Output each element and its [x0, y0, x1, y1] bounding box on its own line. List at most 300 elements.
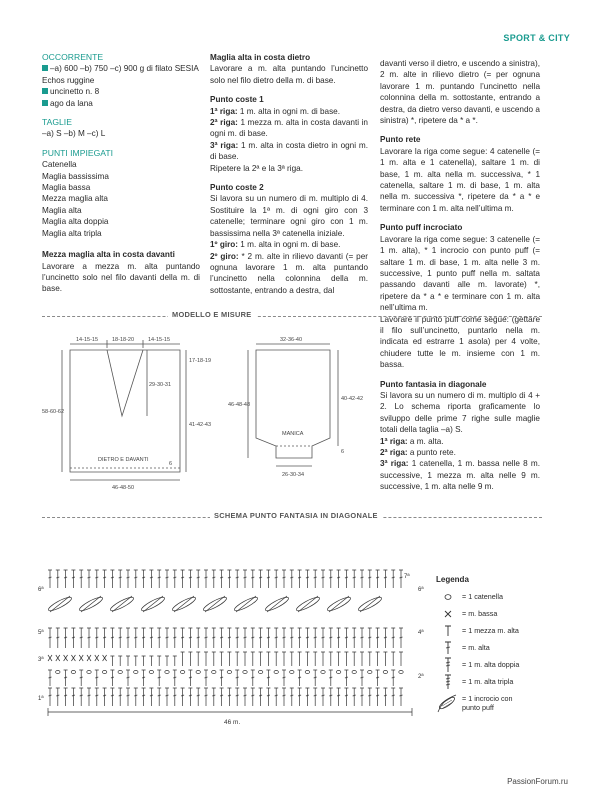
stitch-mark	[227, 628, 231, 648]
stitch-mark	[251, 570, 255, 588]
stitch-mark	[56, 688, 60, 706]
stitch-mark	[180, 670, 184, 673]
stitch-mark	[157, 656, 161, 666]
stitch-mark	[266, 670, 270, 686]
stitch-mark	[368, 628, 372, 648]
stitch-mark	[204, 570, 208, 588]
stitch-mark	[50, 596, 70, 612]
stitch-mark	[227, 652, 231, 666]
stitch-mark	[329, 596, 349, 612]
stitch-mark	[220, 688, 224, 706]
stitch-mark	[126, 656, 130, 666]
row-label-6-left: 6ª	[38, 587, 44, 593]
dim-shoulder: 17-18-19	[189, 358, 212, 364]
dim-top-mid: 18-18-20	[112, 337, 135, 343]
stitch-mark	[165, 656, 169, 666]
stitch-mark	[321, 670, 325, 673]
legend-item: = m. alta	[436, 639, 556, 656]
dim-bottom-mark: 6	[169, 461, 173, 467]
modello-divider	[42, 316, 542, 317]
dim-top-right: 14-15-15	[148, 337, 171, 343]
dim-sleeve-right: 40-42-42	[341, 396, 364, 402]
mezza-text: Lavorare a mezza m. alta puntando l’uncinetto solo nel filo davanti della m. di base.	[42, 261, 200, 294]
stitch-mark	[157, 570, 161, 588]
stitch-mark	[259, 688, 263, 706]
stitch-mark	[118, 628, 122, 648]
stitch-mark	[258, 670, 262, 673]
puff-text-1: Lavorare la riga come segue: 3 catenelle (= 1 m. alta), * 1 incrocio con punto puff (= saltare 1 m. di base, 1 m. alta nelle 3 m. successive, 1 punto puff nella m. saltata passando davanti alle m. lavorate) *, ripetere da * a * e terminare con 1 m. alta nell’ultima m.	[380, 234, 540, 313]
stitch-mark	[118, 570, 122, 588]
stitch-mark	[188, 670, 192, 686]
stitch-mark	[235, 570, 239, 588]
stitch-mark	[188, 628, 192, 648]
stitch-mark	[352, 670, 356, 673]
stitch-mark	[399, 652, 403, 666]
schema-title: SCHEMA PUNTO FANTASIA IN DIAGONALE	[210, 511, 382, 520]
stitch-mark	[336, 670, 340, 673]
stitch-mark	[298, 628, 302, 648]
stitch-mark	[321, 570, 325, 588]
puff-title: Punto puff incrociato	[380, 223, 463, 233]
stitch-mark	[344, 570, 348, 588]
stitch-mark	[126, 628, 130, 648]
stitch-mark	[103, 628, 107, 648]
stitch-mark	[259, 570, 263, 588]
stitch-mark	[143, 596, 163, 612]
coste2-title: Punto coste 2	[210, 183, 264, 193]
stitch-mark	[212, 628, 216, 648]
dim-width: 46-48-50	[112, 485, 135, 491]
stitch-mark	[134, 670, 138, 673]
stitch-mark	[64, 628, 68, 648]
stitch-mark	[87, 655, 91, 661]
stitch-mark	[360, 570, 364, 588]
stitch-mark	[87, 628, 91, 648]
stitch-mark	[56, 570, 60, 588]
row-label-5-left: 5ª	[38, 630, 44, 636]
stitch-mark	[142, 688, 146, 706]
stitch-mark	[290, 670, 294, 673]
stitch-mark	[360, 596, 380, 612]
stitch-mark	[391, 628, 395, 648]
material-item: ago da lana	[42, 98, 200, 109]
stitch-mark	[134, 688, 138, 706]
stitch-mark	[181, 652, 185, 666]
stitch-mark	[212, 688, 216, 706]
column-2	[210, 52, 368, 296]
stitch-mark	[290, 628, 294, 648]
stitch-mark	[173, 570, 177, 588]
stitch-mark	[235, 628, 239, 648]
stitch-mark	[142, 656, 146, 666]
stitch-mark	[165, 570, 169, 588]
footer-credit: PassionForum.ru	[507, 777, 568, 786]
stitch-mark	[251, 670, 255, 686]
stitch-mark	[243, 688, 247, 706]
stitch-mark	[110, 670, 114, 686]
mezza-alta-icon	[443, 624, 453, 638]
stitch-mark	[259, 652, 263, 666]
stitch-mark	[64, 655, 68, 661]
stitch-mark	[48, 688, 52, 706]
diag-row-1: 1ª riga: a m. alta.	[380, 436, 444, 446]
row-label-2-right: 2ª	[418, 674, 424, 680]
stitch-mark	[81, 596, 101, 612]
stitch-mark	[313, 628, 317, 648]
stitch-mark	[173, 670, 177, 686]
stitch-mark	[157, 670, 161, 686]
dim-sleeve-mark: 6	[341, 449, 345, 455]
stitch-mark	[298, 652, 302, 666]
stitch-mark	[352, 652, 356, 666]
stitch-mark	[149, 688, 153, 706]
stitch-mark	[196, 628, 200, 648]
stitch-mark	[95, 688, 99, 706]
stitch-mark	[305, 652, 309, 666]
diag-row-3: 3ª riga: 1 catenella, 1 m. bassa nelle 8 m. successive, 1 mezza m. alta nelle 9 m. successive, 1 m. alta nelle 9 m.	[380, 459, 540, 492]
stitch-mark	[79, 628, 83, 648]
stitch-mark	[243, 670, 247, 673]
stitch-mark	[235, 670, 239, 686]
stitch-mark	[196, 688, 200, 706]
stitch-mark	[102, 670, 106, 673]
stitch-mark	[391, 688, 395, 706]
stitch-mark	[266, 652, 270, 666]
legend	[436, 575, 556, 716]
dim-v-depth: 29-30-31	[149, 382, 172, 388]
stitch-mark	[360, 628, 364, 648]
stitch-mark	[118, 670, 122, 673]
stitch-mark	[165, 628, 169, 648]
diag-text: Si lavora su un numero di m. multiplo di 4 + 2. Lo schema riporta graficamente lo sviluppo delle prime 7 righe sulle maglie totali della taglia –a) S.	[380, 390, 540, 435]
stitch-mark	[274, 570, 278, 588]
row-label-1-left: 1ª	[38, 696, 44, 702]
legend-title: Legenda	[436, 575, 469, 584]
stitch-mark	[274, 628, 278, 648]
punto-item: Maglia bassissima	[42, 171, 109, 181]
punti-title: PUNTI IMPIEGATI	[42, 147, 113, 158]
stitch-mark	[266, 628, 270, 648]
stitch-mark	[157, 688, 161, 706]
punto-item: Catenella	[42, 160, 77, 170]
legend-item: = 1 incrocio con punto puff	[436, 690, 556, 716]
stitch-mark	[110, 628, 114, 648]
stitch-mark	[259, 628, 263, 648]
stitch-mark	[64, 688, 68, 706]
stitch-mark	[227, 570, 231, 588]
stitch-mark	[205, 596, 225, 612]
coste2-text: Si lavora su un numero di m. multiplo di 4. Sostituire la 1ª m. di ogni giro con 3 catenelle; terminare ogni giro con 1 m. bassissima nella 3ª catenella iniziale.	[210, 194, 368, 238]
stitch-mark	[383, 688, 387, 706]
punto-item: Maglia alta doppia	[42, 217, 109, 227]
stitch-mark	[329, 670, 333, 686]
alta-icon	[443, 640, 453, 656]
stitch-mark	[165, 688, 169, 706]
stitch-mark	[220, 628, 224, 648]
stitch-mark	[71, 688, 75, 706]
rete-title: Punto rete	[380, 135, 421, 145]
stitch-mark	[204, 652, 208, 666]
stitch-mark	[126, 688, 130, 706]
stitch-mark	[149, 628, 153, 648]
stitch-mark	[48, 655, 52, 661]
coste1-row: 3ª riga: 1 m. alta in costa dietro in ogni m. di base.	[210, 140, 368, 162]
stitch-mark	[282, 652, 286, 666]
alta-tripla-icon	[443, 674, 453, 690]
stitch-mark	[298, 596, 318, 612]
stitch-mark	[399, 688, 403, 706]
front-label: DIETRO E DAVANTI	[98, 457, 149, 463]
stitch-mark	[95, 570, 99, 588]
bullet-square-icon	[42, 100, 48, 106]
stitch-mark	[79, 570, 83, 588]
stitch-mark	[236, 596, 256, 612]
stitch-mark	[204, 670, 208, 686]
stitch-mark	[142, 628, 146, 648]
stitch-mark	[391, 570, 395, 588]
stitch-mark	[71, 670, 75, 673]
stitch-mark	[188, 570, 192, 588]
stitch-mark	[344, 652, 348, 666]
bullet-square-icon	[42, 65, 48, 71]
stitch-mark	[376, 688, 380, 706]
mezza-title: Mezza maglia alta in costa davanti	[42, 250, 175, 260]
stitch-mark	[48, 628, 52, 648]
stitch-mark	[344, 670, 348, 686]
stitch-chart	[0, 560, 430, 760]
coste1-title: Punto coste 1	[210, 95, 264, 105]
stitch-mark	[212, 670, 216, 673]
diag-title: Punto fantasia in diagonale	[380, 379, 487, 389]
stitch-mark	[87, 570, 91, 588]
stitch-mark	[181, 688, 185, 706]
stitch-mark	[274, 652, 278, 666]
catenella-icon	[443, 592, 453, 602]
stitch-mark	[337, 628, 341, 648]
legend-item: = m. bassa	[436, 605, 556, 622]
coste1-repeat: Ripetere la 2ª e la 3ª riga.	[210, 163, 303, 173]
stitch-mark	[376, 570, 380, 588]
row-label-3-left: 3ª	[38, 657, 44, 663]
sleeve-label: MANICA	[282, 431, 304, 437]
stitch-mark	[235, 652, 239, 666]
bassa-icon	[443, 609, 453, 619]
stitch-mark	[305, 628, 309, 648]
modello-schematic	[0, 318, 590, 508]
stitch-mark	[110, 570, 114, 588]
stitch-mark	[134, 656, 138, 666]
section-header: SPORT & CITY	[503, 33, 570, 43]
stitch-mark	[376, 670, 380, 686]
stitch-mark	[383, 670, 387, 673]
stitch-mark	[134, 628, 138, 648]
stitch-mark	[376, 628, 380, 648]
stitch-mark	[368, 670, 372, 673]
stitch-mark	[71, 570, 75, 588]
stitch-mark	[290, 570, 294, 588]
legend-item: = 1 m. alta tripla	[436, 673, 556, 690]
stitch-mark	[267, 596, 287, 612]
stitch-mark	[274, 688, 278, 706]
stitch-mark	[204, 628, 208, 648]
coste2-continued: davanti verso il dietro, e uscendo a sinistra), 2 m. alte in rilievo dietro (= per ognuna lavorare 1 m. puntando l’uncinetto nella colonnina della m. sottostante, entrando a destra, da dietro verso davanti, e uscendo a sinistra) *, ripetere da * a *.	[380, 59, 540, 126]
dim-side: 41-42-43	[189, 422, 212, 428]
stitch-mark	[313, 570, 317, 588]
stitch-mark	[243, 570, 247, 588]
stitch-mark	[305, 670, 309, 673]
stitch-mark	[204, 688, 208, 706]
stitch-mark	[344, 688, 348, 706]
v-neck	[107, 350, 143, 416]
rete-text: Lavorare la riga come segue: 4 catenelle (= 1 m. alta e 1 catenella), saltare 1 m. di base, 1 m. alta nella m. successiva, * 1 catenella, saltare 1 m. di base, 1 m. alta nella m. successiva *, ripetere da * a * e terminare con 1 m. alta nell’ultima m.	[380, 146, 540, 213]
stitch-mark	[282, 688, 286, 706]
stitch-mark	[56, 670, 60, 673]
material-item: uncinetto n. 8	[42, 86, 200, 97]
stitch-mark	[282, 628, 286, 648]
stitch-mark	[391, 670, 395, 686]
dim-cuff: 26-30-34	[282, 472, 305, 478]
diag-row-2: 2ª riga: a punto rete.	[380, 448, 456, 457]
stitch-mark	[95, 655, 99, 661]
stitch-mark	[305, 688, 309, 706]
puff-text-2: Lavorare il punto puff come segue: (gettare il filo sull’uncinetto, puntarlo nella m. indicata ed estrarre 1 asola) per 4 volte, chiudere tutte le m. insieme con 1 m. bassa.	[380, 314, 540, 370]
stitch-mark	[305, 570, 309, 588]
stitch-mark	[298, 670, 302, 686]
punti-list	[42, 159, 200, 239]
stitch-mark	[142, 570, 146, 588]
stitch-mark	[360, 652, 364, 666]
stitch-mark	[227, 670, 231, 673]
stitch-mark	[251, 652, 255, 666]
stitch-mark	[103, 570, 107, 588]
stitch-mark	[196, 652, 200, 666]
dim-sleeve-left: 46-48-48	[228, 402, 251, 408]
stitch-mark	[87, 688, 91, 706]
legend-item: = 1 m. alta doppia	[436, 656, 556, 673]
stitch-mark	[149, 570, 153, 588]
stitch-mark	[196, 670, 200, 673]
stitch-mark	[383, 628, 387, 648]
stitch-mark	[368, 570, 372, 588]
stitch-mark	[329, 570, 333, 588]
stitch-mark	[352, 570, 356, 588]
materials-list	[42, 63, 200, 109]
stitch-mark	[251, 688, 255, 706]
stitch-mark	[282, 570, 286, 588]
stitch-mark	[173, 688, 177, 706]
stitch-mark	[188, 652, 192, 666]
coste2-giro-2: 2º giro: * 2 m. alte in rilievo davanti (= per ognuna lavorare 1 m. alta puntando l’uncinetto nella colonnina della m. sottostante, entrando a destra, dal	[210, 251, 368, 295]
stitch-mark	[383, 570, 387, 588]
coste1-row: 1ª riga: 1 m. alta in ogni m. di base.	[210, 106, 341, 116]
stitch-mark	[56, 655, 60, 661]
front-body-outline	[70, 350, 180, 472]
stitch-mark	[48, 570, 52, 588]
row-label-6-right: 6ª	[418, 587, 424, 593]
stitch-mark	[329, 652, 333, 666]
stitch-mark	[313, 688, 317, 706]
material-item: –a) 600 –b) 750 –c) 900 g di filato SESIA Echos ruggine	[42, 64, 199, 85]
stitch-mark	[243, 652, 247, 666]
stitch-mark	[290, 652, 294, 666]
stitch-mark	[376, 652, 380, 666]
stitch-mark	[79, 688, 83, 706]
dim-top-left: 14-15-15	[76, 337, 99, 343]
stitch-mark	[266, 688, 270, 706]
stitch-mark	[87, 670, 91, 673]
stitch-mark	[220, 652, 224, 666]
column-1	[42, 52, 200, 295]
stitch-mark	[321, 628, 325, 648]
legend-item: = 1 mezza m. alta	[436, 622, 556, 639]
stitch-mark	[220, 670, 224, 686]
stitch-mark	[112, 596, 132, 612]
stitch-mark	[321, 652, 325, 666]
stitch-mark	[399, 628, 403, 648]
ma-dietro-title: Maglia alta in costa dietro	[210, 53, 311, 62]
legend-item: = 1 catenella	[436, 588, 556, 605]
stitch-mark	[337, 570, 341, 588]
taglie-text: –a) S –b) M –c) L	[42, 129, 106, 139]
stitch-mark	[71, 655, 75, 661]
stitch-mark	[368, 652, 372, 666]
ma-dietro-text: Lavorare a m. alta puntando l’uncinetto solo nel filo dietro della m. di base.	[210, 64, 368, 85]
puff-icon	[436, 692, 460, 714]
stitch-mark	[329, 688, 333, 706]
stitch-mark	[142, 670, 146, 686]
stitch-mark	[352, 688, 356, 706]
stitch-mark	[290, 688, 294, 706]
stitch-mark	[118, 688, 122, 706]
stitch-mark	[298, 688, 302, 706]
stitch-mark	[173, 628, 177, 648]
dim-sleeve-top: 32-36-40	[280, 337, 303, 343]
row-label-7-right: 7ª	[404, 574, 410, 580]
stitch-mark	[313, 670, 317, 686]
stitch-mark	[71, 628, 75, 648]
stitch-mark	[227, 688, 231, 706]
alta-doppia-icon	[443, 657, 453, 673]
punto-item: Maglia alta	[42, 205, 82, 215]
occorrente-title: OCCORRENTE	[42, 52, 104, 62]
stitch-mark	[165, 670, 169, 673]
stitch-mark	[126, 670, 130, 686]
stitch-mark	[118, 656, 122, 666]
stitch-mark	[352, 628, 356, 648]
stitch-mark	[220, 570, 224, 588]
stitch-mark	[174, 596, 194, 612]
stitch-mark	[337, 652, 341, 666]
bullet-square-icon	[42, 88, 48, 94]
stitch-mark	[274, 670, 278, 673]
stitch-mark	[64, 570, 68, 588]
stitch-mark	[321, 688, 325, 706]
modello-title: MODELLO E MISURE	[168, 310, 256, 319]
stitch-mark	[399, 570, 403, 588]
stitch-mark	[134, 570, 138, 588]
stitch-mark	[181, 628, 185, 648]
stitch-mark	[181, 570, 185, 588]
stitch-mark	[368, 688, 372, 706]
stitch-mark	[266, 570, 270, 588]
stitch-mark	[313, 652, 317, 666]
stitch-mark	[149, 656, 153, 666]
coste2-giro-1: 1º giro: 1 m. alta in ogni m. di base.	[210, 240, 341, 250]
stitch-mark	[79, 655, 83, 661]
stitch-mark	[235, 688, 239, 706]
stitch-mark	[95, 670, 99, 686]
coste1-row: 2ª riga: 1 mezza m. alta in costa davanti in ogni m. di base.	[210, 118, 368, 139]
